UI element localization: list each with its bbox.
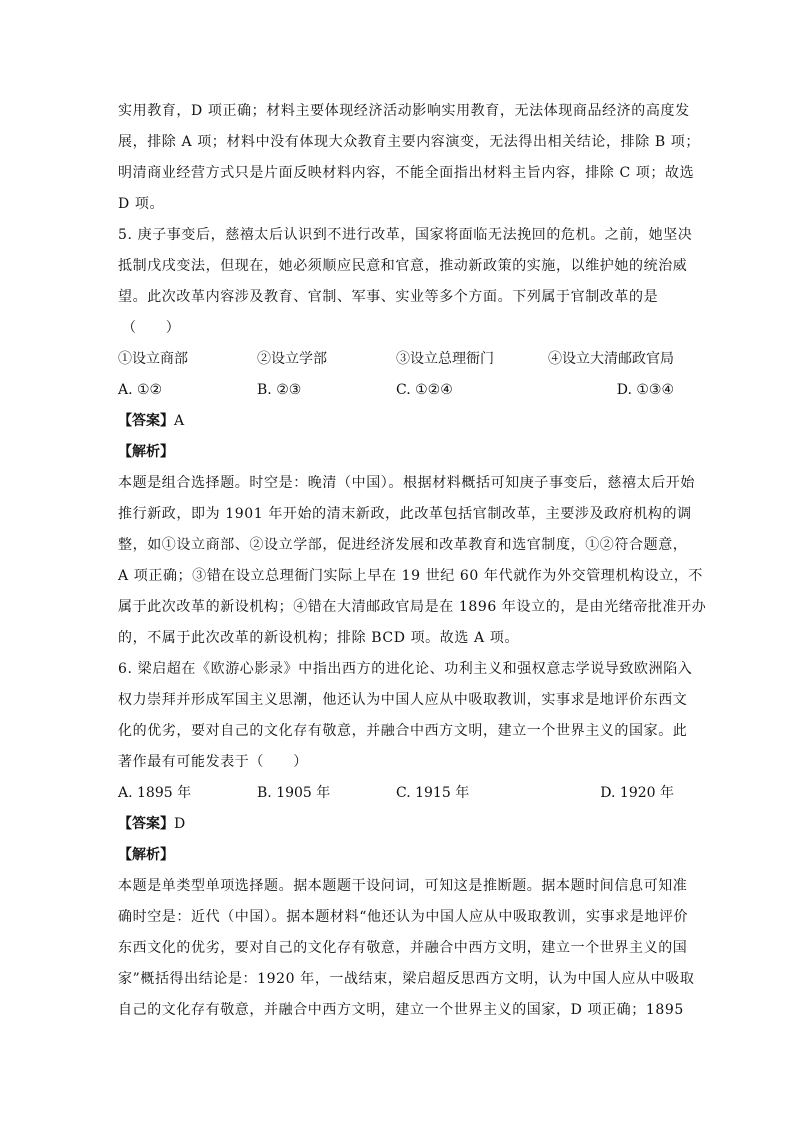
text-line: 展，排除 A 项；材料中没有体现大众教育主要内容演变，无法得出相关结论，排除 B 项； — [118, 134, 700, 150]
question-stem-line: 望。此次改革内容涉及教育、官制、军事、实业等多个方面。下列属于官制改革的是 — [118, 289, 659, 305]
analysis-line: 家”概括得出结论是：1920 年，一战结束，梁启超反思西方文明，认为中国人应从中吸取 — [118, 971, 695, 987]
analysis-line: 本题是组合选择题。时空是：晚清（中国）。根据材料概括可知庚子事变后，慈禧太后开始 — [118, 475, 695, 491]
analysis-line: 自己的文化存有敬意，并融合中西方文明，建立一个世界主义的国家，D 项正确；1895 — [118, 1002, 684, 1018]
analysis-line: 东西文化的优劣，要对自己的文化存有敬意，并融合中西方文明，建立一个世界主义的国 — [118, 940, 688, 956]
text-line: D 项。 — [118, 196, 165, 212]
question-blank: （ ） — [122, 320, 181, 336]
analysis-line: 推行新政，即为 1901 年开始的清末新政，此改革包括官制改革，主要涉及政府机构的调 — [118, 506, 692, 522]
analysis-line: 属于此次改革的新设机构；④错在大清邮政官局是在 1896 年设立的，是由光绪帝批准开办 — [118, 599, 707, 615]
choice-d: D. 1920 年 — [600, 785, 674, 801]
answer-value: A — [174, 413, 185, 429]
text-line: 明清商业经营方式只是片面反映材料内容，不能全面指出材料主旨内容，排除 C 项；故选 — [118, 165, 695, 181]
item-2: ②设立学部 — [257, 351, 327, 367]
analysis-line: 确时空是：近代（中国）。据本题材料“他还认为中国人应从中吸取教训，实事求是地评价 — [118, 909, 689, 925]
question-items — [118, 344, 674, 375]
answer-choices — [118, 375, 674, 406]
item-1: ①设立商部 — [118, 351, 188, 367]
analysis-label: 【解析】 — [118, 444, 174, 460]
answer-row — [118, 809, 674, 840]
choice-b: B. ②③ — [257, 382, 302, 398]
item-3: ③设立总理衙门 — [396, 351, 494, 367]
choice-c: C. 1915 年 — [396, 785, 470, 801]
question-5 — [118, 220, 707, 654]
analysis-line: 本题是单类型单项选择题。据本题题干设问词，可知这是推断题。据本题时间信息可知准 — [118, 878, 688, 894]
question-6 — [118, 654, 695, 1026]
choice-a: A. 1895 年 — [118, 785, 192, 801]
analysis-label: 【解析】 — [118, 847, 174, 863]
choice-a: A. ①② — [118, 382, 163, 398]
question-stem-line: 抵制戊戌变法，但现在，她必须顺应民意和官意，推动新政策的实施，以维护她的统治威 — [118, 258, 688, 274]
choice-b: B. 1905 年 — [257, 785, 331, 801]
analysis-line: 的，不属于此次改革的新设机构；排除 BCD 项。故选 A 项。 — [118, 630, 519, 646]
answer-label: 【答案】 — [118, 413, 174, 429]
analysis-line: 整，如①设立商部、②设立学部，促进经济发展和改革教育和选官制度，①②符合题意， — [118, 537, 688, 553]
question-stem-line: 化的优劣，要对自己的文化存有敬意，并融合中西方文明，建立一个世界主义的国家。此 — [118, 723, 688, 739]
answer-choices — [118, 778, 674, 809]
answer-row — [118, 406, 674, 437]
question-stem-line: 5. 庚子事变后，慈禧太后认识到不进行改革，国家将面临无法挽回的危机。之前，她坚决 — [118, 227, 693, 243]
choice-d: D. ①③④ — [616, 382, 674, 398]
question-stem-line: 著作最有可能发表于（ ） — [118, 754, 308, 770]
question-stem-line: 权力崇拜并形成军国主义思潮，他还认为中国人应从中吸取教训，实事求是地评价东西文 — [118, 692, 688, 708]
question-stem-line: 6. 梁启超在《欧游心影录》中指出西方的进化论、功利主义和强权意志学说导致欧洲陷入 — [118, 661, 693, 677]
answer-value: D — [174, 816, 186, 832]
item-4: ④设立大清邮政官局 — [548, 351, 674, 367]
answer-label: 【答案】 — [118, 816, 174, 832]
analysis-text — [118, 468, 707, 654]
choice-c: C. ①②④ — [396, 382, 453, 398]
previous-analysis-block — [118, 96, 700, 220]
analysis-text — [118, 871, 695, 1026]
text-line: 实用教育，D 项正确；材料主要体现经济活动影响实用教育，无法体现商品经济的高度发 — [118, 103, 690, 119]
analysis-line: A 项正确；③错在设立总理衙门实际上早在 19 世纪 60 年代就作为外交管理机构设立，不 — [118, 568, 703, 584]
